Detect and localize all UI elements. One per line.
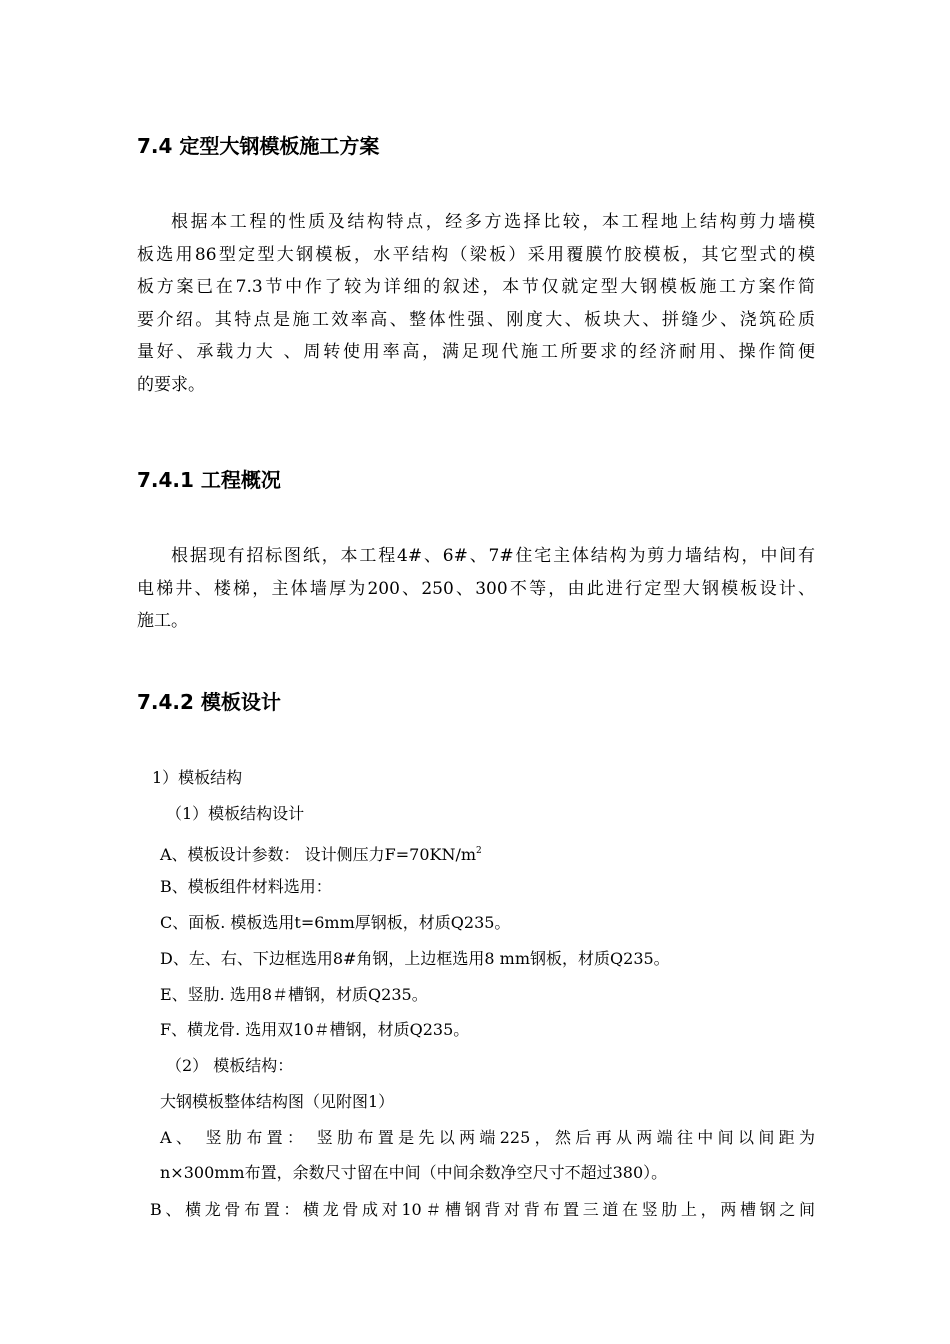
joist-layout-line: B、横龙骨布置：横龙骨成对10＃槽钢背对背布置三道在竖肋上，两槽钢之间 <box>150 1200 815 1219</box>
overview-line: 根据现有招标图纸，本工程4#、6#、7#住宅主体结构为剪力墙结构，中间有 <box>171 546 815 566</box>
intro-line: 的要求。 <box>137 374 205 395</box>
param-vertical-rib: E、竖肋. 选用8＃槽钢，材质Q235。 <box>160 985 428 1004</box>
rib-layout-line: A、 竖肋布置： 竖肋布置是先以两端225，然后再从两端往中间以间距为 <box>160 1128 815 1147</box>
overview-line: 电梯井、楼梯，主体墙厚为200、250、300不等，由此进行定型大钢模板设计、 <box>137 578 815 599</box>
superscript: 2 <box>476 846 482 856</box>
item-formwork-structure: 1）模板结构 <box>152 768 243 787</box>
param-design-pressure <box>160 839 482 867</box>
intro-paragraph <box>137 206 815 401</box>
param-horizontal-joist: F、横龙骨. 选用双10＃槽钢，材质Q235。 <box>160 1020 470 1039</box>
param-frame: D、左、右、下边框选用8#角钢，上边框选用8 mm钢板，材质Q235。 <box>160 949 670 968</box>
overview-paragraph <box>137 540 815 638</box>
item-structure-design: （1）模板结构设计 <box>166 804 305 823</box>
rib-layout-line: n×300mm布置，余数尺寸留在中间（中间余数净空尺寸不超过380）。 <box>160 1163 668 1182</box>
param-materials: B、模板组件材料选用： <box>160 877 332 896</box>
intro-line: 要介绍。其特点是施工效率高、整体性强、刚度大、板块大、拼缝少、浇筑砼质 <box>137 309 815 330</box>
param-design-pressure-text: A、模板设计参数： 设计侧压力F=70KN/m <box>160 845 477 864</box>
subsection-title-overview: 7.4.1 工程概况 <box>137 468 281 492</box>
intro-line: 板选用86型定型大钢模板，水平结构（梁板）采用覆膜竹胶模板，其它型式的模 <box>137 244 815 265</box>
param-face-plate: C、面板. 模板选用t=6mm厚钢板，材质Q235。 <box>160 913 511 932</box>
intro-line: 板方案已在7.3节中作了较为详细的叙述，本节仅就定型大钢模板施工方案作简 <box>137 277 815 297</box>
overview-line: 施工。 <box>137 611 188 631</box>
intro-line: 根据本工程的性质及结构特点，经多方选择比较，本工程地上结构剪力墙模 <box>171 212 815 232</box>
item-formwork-layout: （2） 模板结构： <box>166 1056 294 1075</box>
subsection-title-design: 7.4.2 模板设计 <box>137 690 281 714</box>
intro-line: 量好、承载力大 、周转使用率高，满足现代施工所要求的经济耐用、操作简便 <box>137 342 815 362</box>
figure-reference: 大钢模板整体结构图（见附图1） <box>160 1092 395 1111</box>
section-title: 7.4 定型大钢模板施工方案 <box>137 134 380 158</box>
